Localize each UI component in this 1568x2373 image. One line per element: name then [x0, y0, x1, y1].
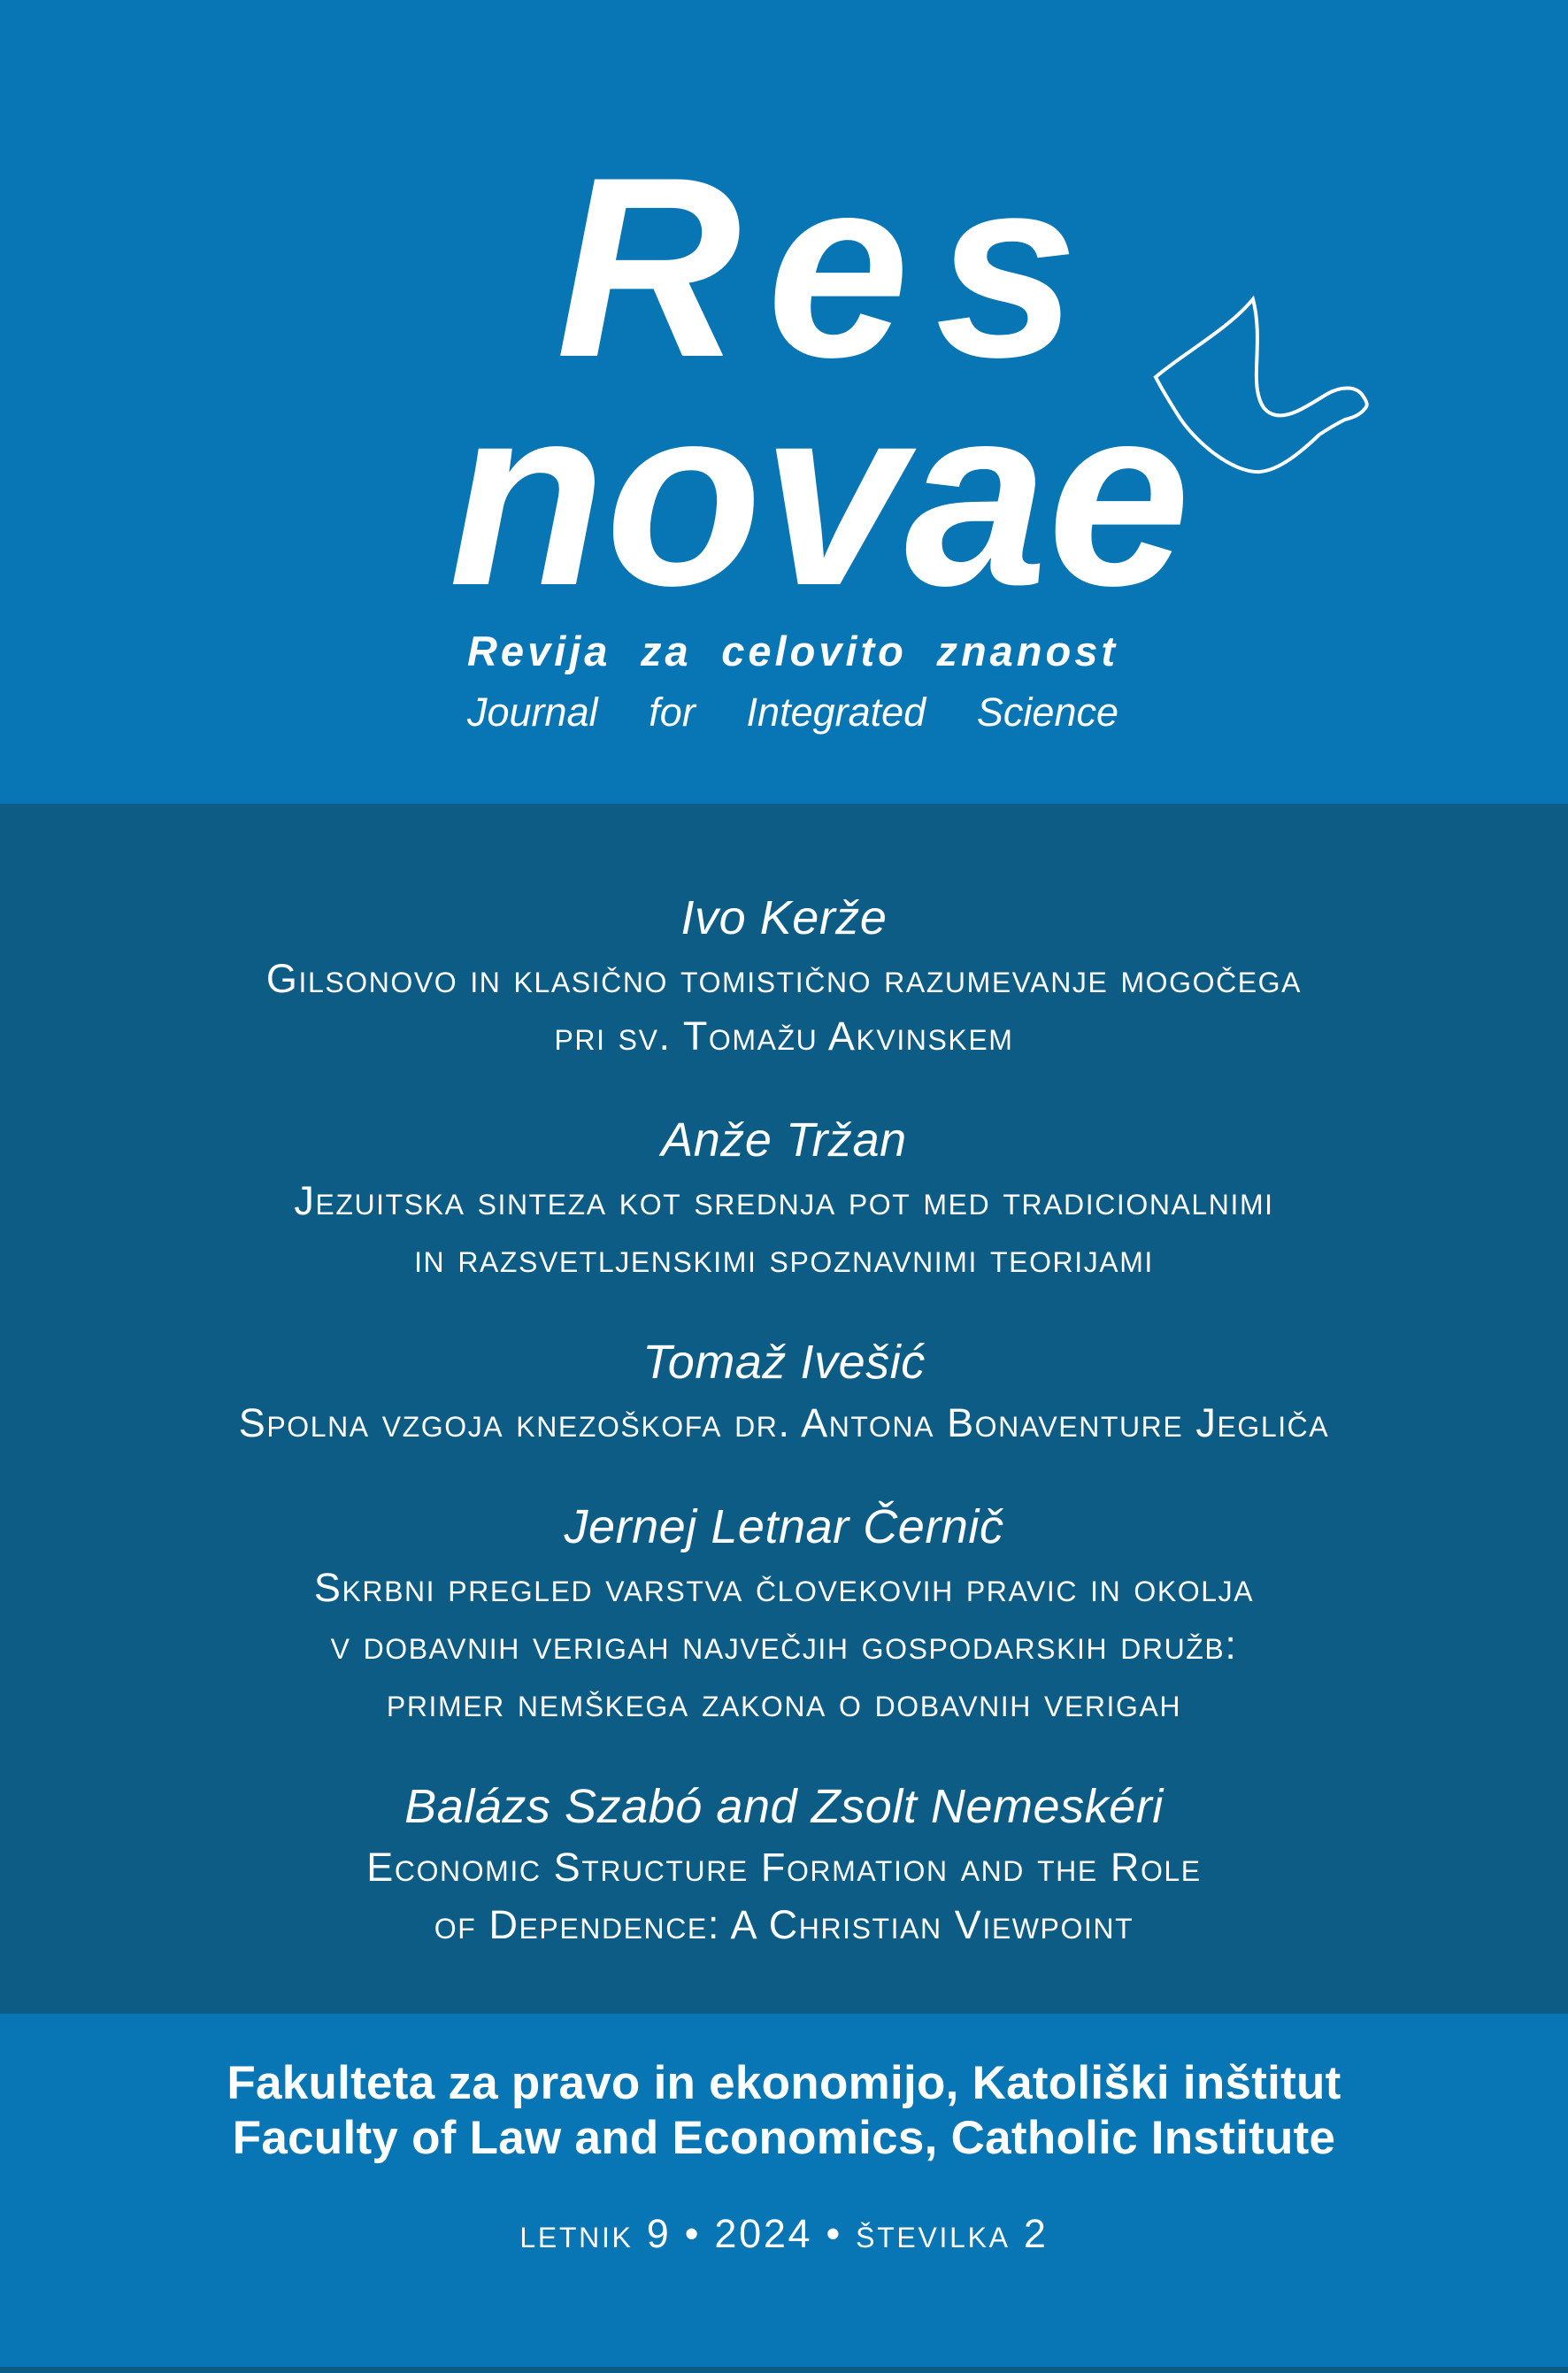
masthead-band	[0, 0, 1568, 804]
subtitle-english: Journal for Integrated Science	[467, 690, 1118, 735]
article-entry	[0, 1781, 1568, 1953]
article-author: Balázs Szabó and Zsolt Nemeskéri	[404, 1780, 1164, 1833]
publisher-slovenian: Fakulteta za pravo in ekonomijo, Katoliški inštitut	[227, 2057, 1341, 2109]
article-title-line: v dobavnih verigah največjih gospodarskih družb:	[330, 1622, 1238, 1668]
bottom-edge-strip	[0, 2367, 1568, 2373]
article-title-line: pri sv. Tomažu Akvinskem	[554, 1013, 1014, 1059]
table-of-contents	[0, 804, 1568, 2014]
article-title-line: Jezuitska sinteza kot srednja pot med tradicionalnimi	[294, 1178, 1274, 1223]
article-title-line: in razsvetljenskimi spoznavnimi teorijami	[414, 1236, 1154, 1281]
article-author: Tomaž Ivešić	[642, 1336, 926, 1389]
article-entry	[0, 1337, 1568, 1452]
publisher-english: Faculty of Law and Economics, Catholic Institute	[232, 2112, 1336, 2164]
logo-title-novae: novae	[448, 352, 1191, 640]
footer-band	[0, 2014, 1568, 2373]
article-author: Ivo Kerže	[680, 891, 888, 944]
article-title-line: Gilsonovo in klasično tomistično razumevanje mogočega	[265, 956, 1303, 1001]
article-entry	[0, 892, 1568, 1065]
publisher-block	[0, 2056, 1568, 2166]
article-entry	[0, 1501, 1568, 1731]
logo-title-res: Res	[556, 124, 1104, 411]
article-author: Jernej Letnar Černič	[564, 1500, 1004, 1553]
article-title-line: of Dependence: A Christian Viewpoint	[434, 1902, 1134, 1947]
article-title-line: Spolna vzgoja knezoškofa dr. Antona Bonaventure Jegliča	[238, 1400, 1330, 1445]
article-entry	[0, 1114, 1568, 1287]
issue-volume-year-number: letnik 9 • 2024 • številka 2	[519, 2211, 1049, 2256]
dove-icon	[1140, 290, 1425, 531]
article-title-line: Economic Structure Formation and the Role	[366, 1845, 1202, 1890]
subtitle-slovenian: Revija za celovito znanost	[467, 628, 1118, 674]
article-author: Anže Tržan	[661, 1113, 907, 1167]
article-title-line: primer nemškega zakona o dobavnih verigah	[386, 1680, 1182, 1725]
journal-subtitles	[467, 625, 1118, 736]
article-title-line: Skrbni pregled varstva človekovih pravic in okolja	[313, 1565, 1255, 1610]
